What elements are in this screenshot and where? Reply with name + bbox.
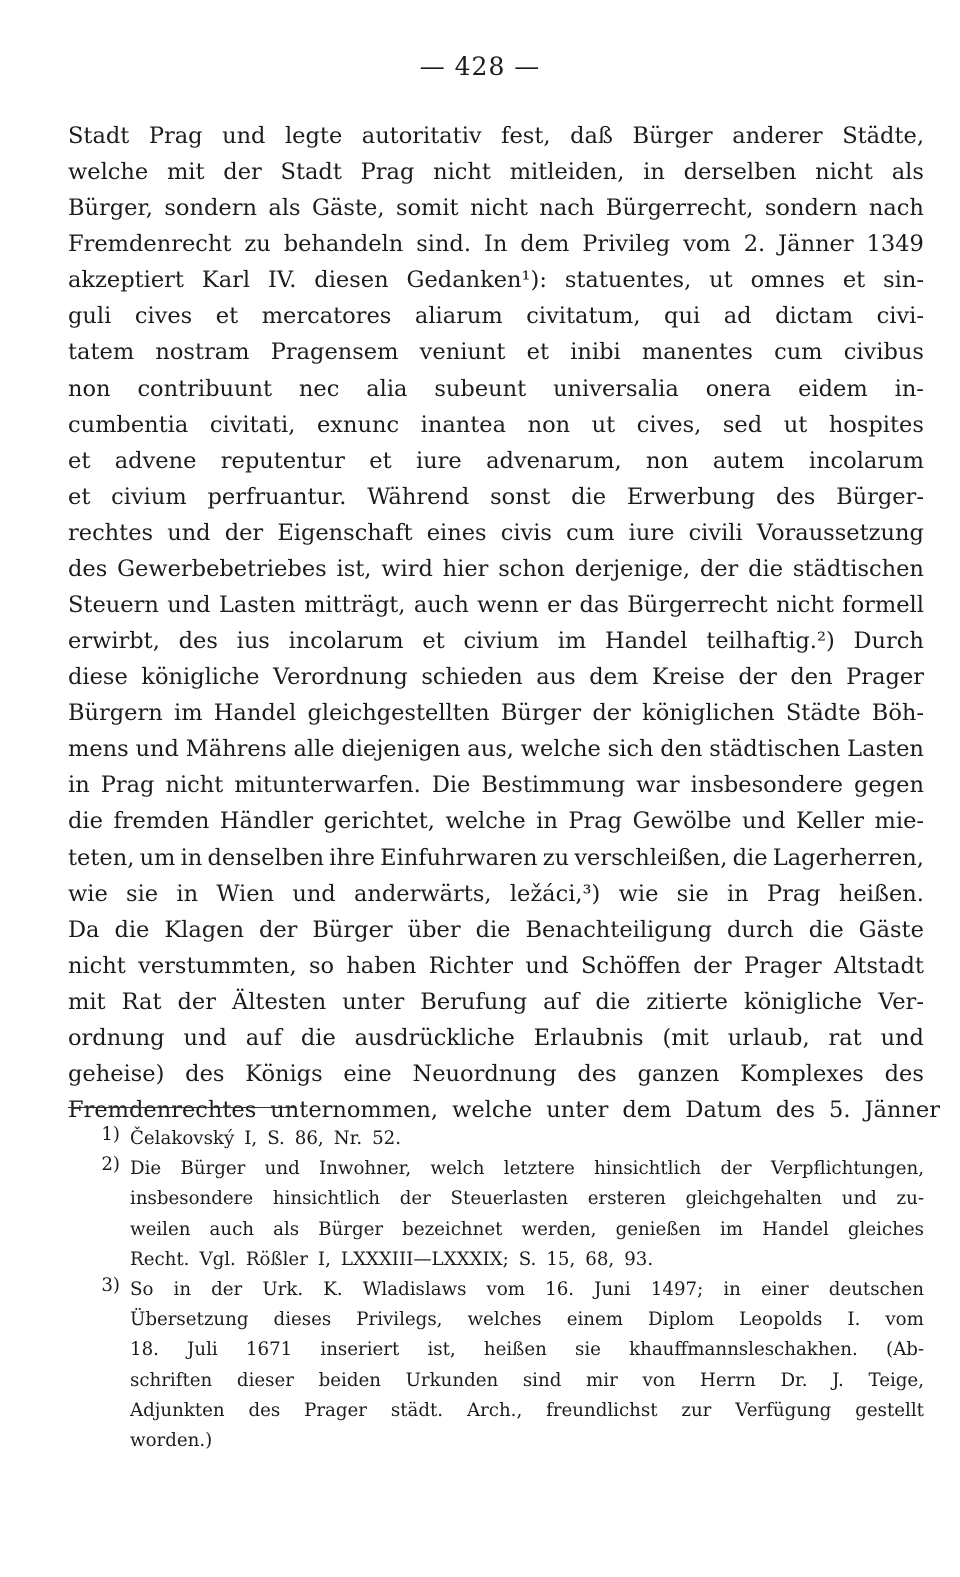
text-line: Fremdenrechtes unternommen, welche unter dem Datum des 5. Jänner [68,1097,940,1124]
footnote-number: 1) [101,1124,120,1145]
text-line: ordnung und auf die ausdrückliche Erlaubnis (mit urlaub, rat und [68,1024,924,1051]
footnote-line: insbesondere hinsichtlich der Steuerlasten ersteren gleichgehalten und zu- [130,1188,924,1210]
footnote-line: schriften dieser beiden Urkunden sind mir von Herrn Dr. J. Teige, [130,1369,924,1391]
footnote [68,1154,924,1275]
text-line: Stadt Prag und legte autoritativ fest, daß Bürger anderer Städte, [68,123,924,149]
text-line: mit Rat der Ältesten unter Berufung auf die zitierte königliche Ver- [68,988,924,1015]
footnote-line: worden.) [130,1429,213,1451]
footnote-text [130,1124,924,1154]
text-line: non contribuunt nec alia subeunt universalia onera eidem in- [68,375,924,402]
text-line: nicht verstummten, so haben Richter und Schöffen der Prager Altstadt [68,952,924,979]
footnote-line: Čelakovský I, S. 86, Nr. 52. [130,1128,402,1149]
text-line: welche mit der Stadt Prag nicht mitleiden, in derselben nicht als [68,159,924,186]
footnote [68,1124,924,1154]
page-number: — 428 — [419,52,541,81]
footnote-line: Die Bürger und Inwohner, welch letztere hinsichtlich der Verpflichtungen, [130,1158,924,1180]
text-line: guli cives et mercatores aliarum civitatum, qui ad dictam civi- [68,303,924,330]
text-line: geheise) des Königs eine Neuordnung des ganzen Komplexes des [68,1061,924,1088]
footnote-text [130,1275,924,1456]
text-line: cumbentia civitati, exnunc inantea non ut cives, sed ut hospites [68,411,924,438]
text-line: akzeptiert Karl IV. diesen Gedanken¹): statuentes, ut omnes et sin- [68,267,924,294]
footnote-separator [68,1107,296,1108]
footnote-line: Übersetzung dieses Privilegs, welches einem Diplom Leopolds I. vom [130,1309,924,1331]
footnote-line: So in der Urk. K. Wladislaws vom 16. Juni 1497; in einer deutschen [130,1278,924,1300]
text-line: diese königliche Verordnung schieden aus dem Kreise der den Prager [68,664,924,691]
footnote [68,1275,924,1456]
footnote-number: 2) [101,1154,120,1176]
text-line: mens und Mährens alle diejenigen aus, welche sich den städtischen Lasten [68,736,924,763]
text-line: in Prag nicht mitunterwarfen. Die Bestimmung war insbesondere gegen [68,772,924,799]
text-line: erwirbt, des ius incolarum et civium im Handel teilhaftig.²) Durch [68,628,924,655]
text-line: Steuern und Lasten mitträgt, auch wenn er das Bürgerrecht nicht formell [68,592,924,619]
footnote-text [130,1154,924,1275]
footnote-line: weilen auch als Bürger bezeichnet werden, genießen im Handel gleiches [130,1218,924,1240]
text-line: Da die Klagen der Bürger über die Benachteiligung durch die Gäste [68,916,924,943]
text-line: des Gewerbebetriebes ist, wird hier schon derjenige, der die städtischen [68,555,924,582]
footnote-line: 18. Juli 1671 inseriert ist, heißen sie khauffmannsleschakhen. (Ab- [130,1339,924,1361]
text-line: Fremdenrecht zu behandeln sind. In dem Privileg vom 2. Jänner 1349 [68,231,924,258]
text-line: et civium perfruantur. Während sonst die Erwerbung des Bürger- [68,483,924,510]
text-line: Bürgern im Handel gleichgestellten Bürger der königlichen Städte Böh- [68,700,924,727]
text-line: teten, um in denselben ihre Einfuhrwaren zu verschleißen, die Lagerherren, [68,844,924,871]
text-line: wie sie in Wien und anderwärts, ležáci,³) wie sie in Prag heißen. [68,880,924,907]
footnote-number: 3) [101,1274,120,1296]
main-text [68,118,940,1128]
text-line: et advene reputentur et iure advenarum, non autem incolarum [68,447,924,474]
text-line: Bürger, sondern als Gäste, somit nicht nach Bürgerrecht, sondern nach [68,195,924,222]
text-line: die fremden Händler gerichtet, welche in Prag Gewölbe und Keller mie- [68,808,924,835]
text-line: tatem nostram Pragensem veniunt et inibi manentes cum civibus [68,339,924,366]
text-line: rechtes und der Eigenschaft eines civis cum iure civili Voraussetzung [68,519,924,546]
footnote-line: Recht. Vgl. Rößler I, LXXXIII—LXXXIX; S. 15, 68, 93. [130,1248,654,1270]
footnote-line: Adjunkten des Prager städt. Arch., freundlichst zur Verfügung gestellt [130,1399,924,1421]
footnotes [68,1124,924,1456]
